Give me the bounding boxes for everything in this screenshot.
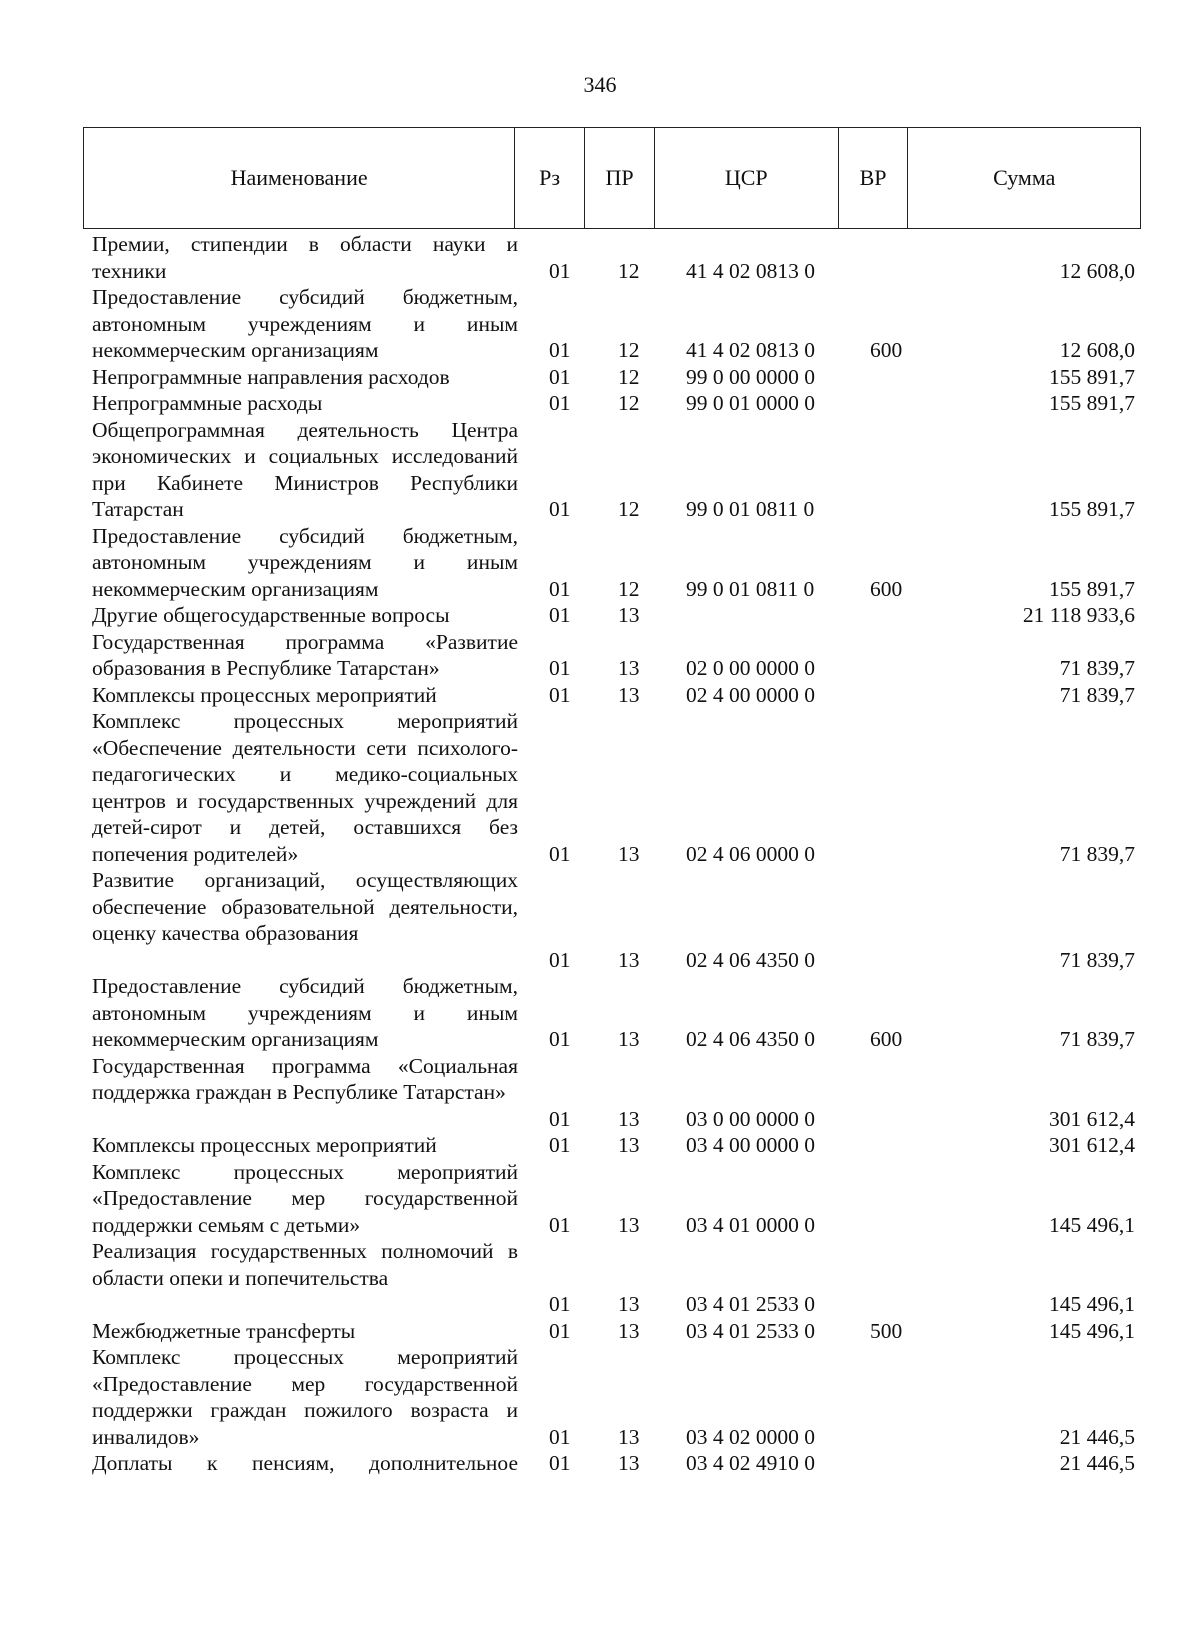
row-csr: 03 0 00 0000 0 [686,1106,815,1131]
row-name: Комплекс процессных мероприятий «Предоставление мер государственной поддержки граждан пожилого возраста и инвалидов» [92,1345,518,1449]
row-sum: 301 612,4 [1049,1133,1135,1157]
row-vr: 600 [870,338,903,362]
row-name: Развитие организаций, осуществляющих обеспечение образовательной деятельности, оценку качества образования [92,868,518,945]
row-pr: 12 [618,497,640,521]
row-pr: 13 [618,656,640,680]
row-sum: 21 446,5 [1059,1451,1135,1475]
row-csr: 03 4 02 4910 0 [686,1451,815,1475]
row-pr: 13 [618,841,640,866]
row-rz: 01 [549,682,571,707]
row-pr: 13 [618,603,640,627]
row-name: Государственная программа «Развитие образования в Республике Татарстан» [92,629,518,680]
row-vr: 600 [870,1027,903,1051]
header-sum: Сумма [993,165,1056,190]
row-csr: 41 4 02 0813 0 [686,338,815,362]
table-row [0,708,1200,867]
table-row [0,973,1200,1053]
table-row [0,1132,1200,1159]
row-name: Реализация государственных полномочий в области опеки и попечительства [92,1239,518,1290]
row-sum: 71 839,7 [1059,841,1135,866]
row-csr: 02 4 06 0000 0 [686,841,815,866]
row-pr: 12 [618,338,640,362]
row-name: Межбюджетные трансферты [92,1318,356,1343]
row-rz: 01 [549,576,571,601]
row-rz: 01 [549,258,571,283]
row-sum: 12 608,0 [1059,338,1135,362]
row-sum: 301 612,4 [1049,1106,1135,1131]
row-pr: 13 [618,682,640,707]
row-name: Комплексы процессных мероприятий [92,682,437,707]
row-csr: 03 4 02 0000 0 [686,1424,815,1449]
row-vr: 500 [870,1318,903,1343]
row-pr: 12 [618,391,640,415]
row-csr: 99 0 00 0000 0 [686,364,815,389]
row-sum: 21 118 933,6 [1022,603,1135,627]
row-pr: 13 [618,1424,640,1449]
row-rz: 01 [549,391,571,415]
table-row [0,523,1200,603]
table-body [0,231,1200,1477]
row-csr: 02 0 00 0000 0 [686,656,815,680]
row-sum: 71 839,7 [1059,682,1135,707]
row-pr: 12 [618,364,640,389]
row-sum: 21 446,5 [1059,1424,1135,1449]
row-sum: 145 496,1 [1049,1318,1135,1343]
row-csr: 03 4 01 0000 0 [686,1212,815,1237]
row-name: Доплаты к пенсиям, дополнительное [92,1451,518,1475]
row-rz: 01 [549,1106,571,1131]
row-rz: 01 [549,1133,571,1157]
row-pr: 13 [618,1106,640,1131]
row-rz: 01 [549,1027,571,1051]
row-rz: 01 [549,1292,571,1316]
header-csr: ЦСР [655,128,839,228]
row-rz: 01 [549,841,571,866]
table-row [0,284,1200,364]
row-pr: 13 [618,1212,640,1237]
table-row [0,629,1200,682]
table-row [0,231,1200,284]
row-vr: 600 [870,576,903,601]
table-row [0,1318,1200,1345]
row-name: Непрограммные направления расходов [92,364,450,389]
row-sum: 145 496,1 [1049,1292,1135,1316]
row-name: Государственная программа «Социальная поддержка граждан в Республике Татарстан» [92,1053,518,1104]
row-sum: 71 839,7 [1059,947,1135,972]
row-rz: 01 [549,1318,571,1343]
table-row [0,417,1200,523]
row-csr: 41 4 02 0813 0 [686,258,815,283]
row-csr: 99 0 01 0811 0 [686,576,815,601]
table-row [0,1450,1200,1477]
row-rz: 01 [549,364,571,389]
table-row [0,1344,1200,1450]
table-row [0,390,1200,417]
row-rz: 01 [549,1424,571,1449]
row-pr: 13 [618,947,640,972]
row-rz: 01 [549,338,571,362]
row-sum: 155 891,7 [1049,364,1135,389]
row-csr: 02 4 06 4350 0 [686,1027,815,1051]
row-name: Предоставление субсидий бюджетным, автономным учреждениям и иным некоммерческим организациям [92,285,518,362]
header-rz: Рз [515,128,585,228]
table-row [0,1159,1200,1239]
table-row [0,1238,1200,1318]
row-name: Другие общегосударственные вопросы [92,603,450,627]
row-rz: 01 [549,1212,571,1237]
row-name: Предоставление субсидий бюджетным, автономным учреждениям и иным некоммерческим организациям [92,523,518,601]
row-sum: 155 891,7 [1049,391,1135,415]
header-vr: ВР [839,128,909,228]
header-name: Наименование [84,128,515,228]
page-number: 346 [583,72,617,97]
row-sum: 71 839,7 [1059,656,1135,680]
table-row [0,1053,1200,1133]
row-csr: 03 4 00 0000 0 [686,1133,815,1157]
row-sum: 155 891,7 [1049,497,1135,521]
table-row [0,867,1200,973]
row-csr: 03 4 01 2533 0 [686,1318,815,1343]
row-pr: 13 [618,1451,640,1475]
row-pr: 12 [618,576,640,601]
row-sum: 71 839,7 [1059,1027,1135,1051]
row-rz: 01 [549,603,571,627]
row-pr: 13 [618,1027,640,1051]
row-name: Предоставление субсидий бюджетным, автономным учреждениям и иным некоммерческим организациям [92,974,518,1051]
row-rz: 01 [549,1451,571,1475]
row-sum: 155 891,7 [1049,576,1135,601]
row-pr: 13 [618,1292,640,1316]
row-name: Комплексы процессных мероприятий [92,1133,437,1157]
table-header [83,127,1141,229]
row-csr: 99 0 01 0000 0 [686,391,815,415]
row-name: Премии, стипендии в области науки и техники [92,232,518,283]
row-name: Общепрограммная деятельность Центра экономических и социальных исследований при Кабинете Министров Республики Татарстан [92,417,518,521]
row-csr: 03 4 01 2533 0 [686,1292,815,1316]
table-row [0,682,1200,709]
row-name: Комплекс процессных мероприятий «Предоставление мер государственной поддержки семьям с детьми» [92,1159,518,1237]
row-csr: 02 4 00 0000 0 [686,682,815,707]
row-sum: 145 496,1 [1049,1212,1135,1237]
row-csr: 02 4 06 4350 0 [686,947,815,972]
row-rz: 01 [549,656,571,680]
row-rz: 01 [549,497,571,521]
header-pr: ПР [585,128,655,228]
table-row [0,602,1200,629]
table-row [0,364,1200,391]
row-name: Непрограммные расходы [92,391,323,415]
row-pr: 13 [618,1133,640,1157]
row-rz: 01 [549,947,571,972]
row-pr: 13 [618,1318,640,1343]
row-name: Комплекс процессных мероприятий «Обеспечение деятельности сети психолого-педагогических и медико-социальных центров и государственных учреждений для детей-сирот и детей, оставшихся без попечения родителей» [92,709,518,866]
row-pr: 12 [618,258,640,283]
row-csr: 99 0 01 0811 0 [686,497,815,521]
row-sum: 12 608,0 [1059,258,1135,283]
